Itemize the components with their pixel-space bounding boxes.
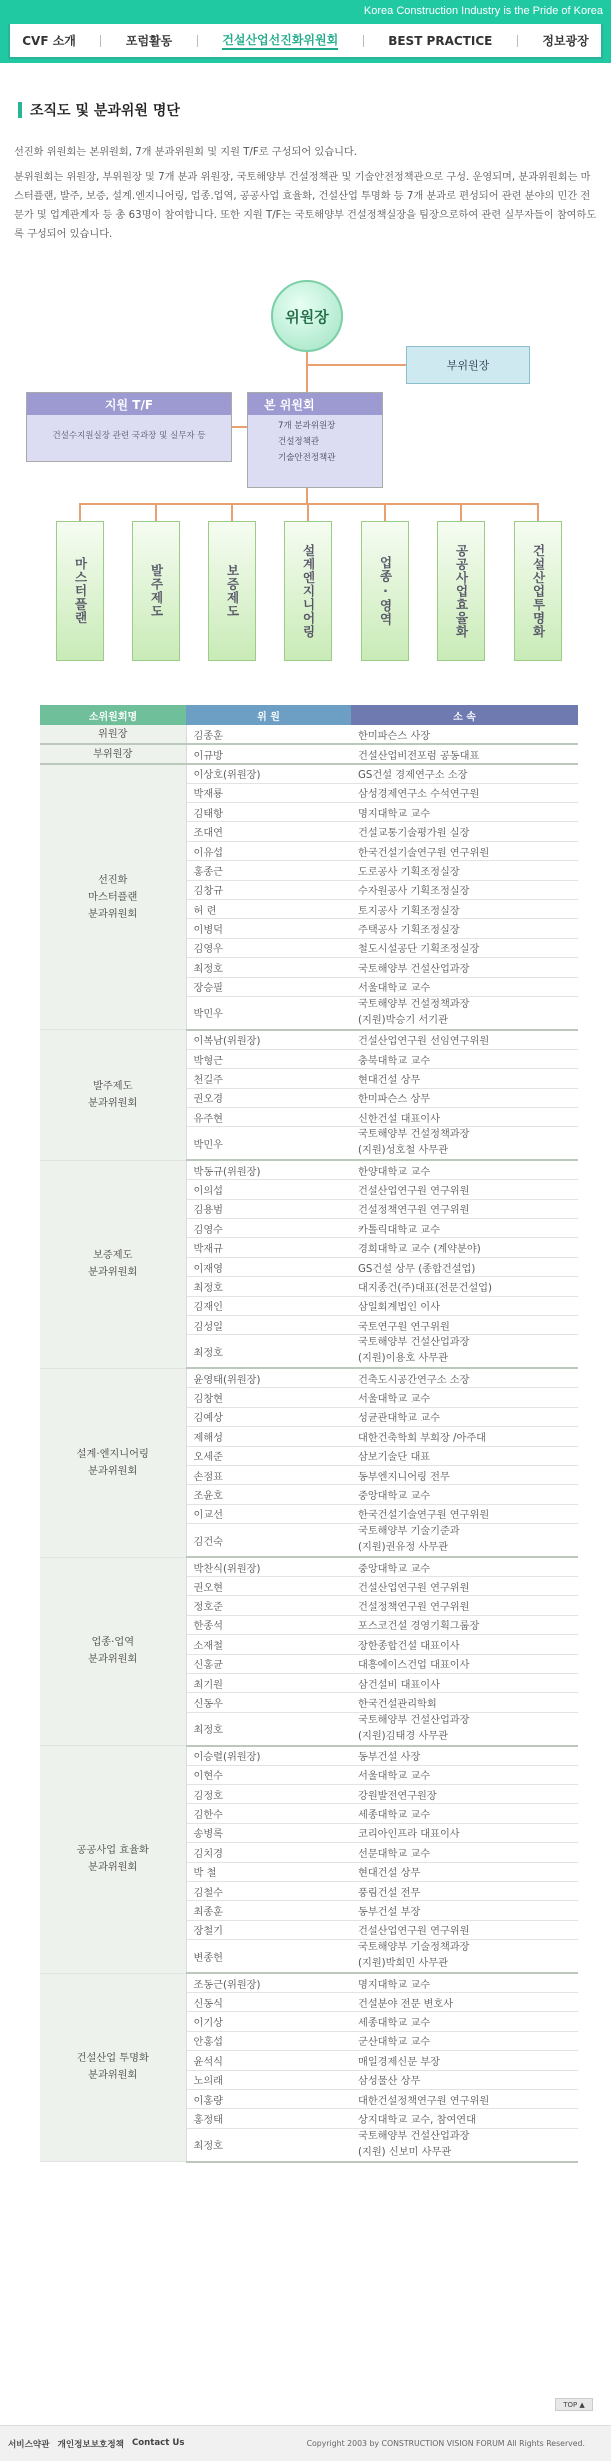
affiliation-cell: 국토해양부 건설산업과장 (지원) 신보미 사무관: [351, 2128, 578, 2162]
affiliation-cell: 국토해양부 기술기준과 (지원)권유정 사무관: [351, 1524, 578, 1558]
member-name-cell: 신동우: [186, 1693, 351, 1712]
member-name-cell: 김정호: [186, 1784, 351, 1803]
affiliation-cell: 상지대학교 교수, 참여연대: [351, 2109, 578, 2128]
affiliation-cell: 토지공사 기획조정실장: [351, 900, 578, 919]
member-name-cell: 송병록: [186, 1823, 351, 1842]
affiliation-cell: 한국건설기술연구원 연구위원: [351, 841, 578, 860]
copyright-text: Copyright 2003 by CONSTRUCTION VISION FORUM All Rights Reserved.: [306, 2439, 585, 2448]
org-subcommittee-procurement: [132, 521, 180, 661]
member-name-cell: 김창현: [186, 1388, 351, 1407]
member-name-cell: 김재인: [186, 1296, 351, 1315]
header-slogan: Korea Construction Industry is the Pride of Korea: [363, 5, 603, 17]
member-name-cell: 제해성: [186, 1427, 351, 1446]
committee-name-cell: 위원장: [40, 725, 186, 744]
affiliation-cell: 명지대학교 교수: [351, 1973, 578, 1992]
member-name-cell: 조동근(위원장): [186, 1973, 351, 1992]
affiliation-cell: 수자원공사 기획조정실장: [351, 880, 578, 899]
connector-line: [306, 352, 308, 392]
affiliation-cell: 충북대학교 교수: [351, 1049, 578, 1068]
member-name-cell: 최종훈: [186, 1901, 351, 1920]
member-name-cell: 조대연: [186, 822, 351, 841]
committee-name-cell: 설계·엔지니어링 분과위원회: [40, 1368, 186, 1557]
intro-paragraph-2: 분위원회는 위원장, 부위원장 및 7개 분과 위원장, 국토해양부 건설정책관 및 기술안전정책관으로 구성. 운영되며, 분과위원회는 마스터플랜, 발주, 보증, 설계.엔지니어링, 업종.업역, 공공사업 효율화, 건설산업 투명화 등 7개 분과로 편성되어 관련 분야의 민간 전문가 및 업계관계자 등 총 63명이 참여합니다. 또한 지원 T/F는 국토해양부 건설정책실장을 팀장으로하여 관련 실무자들이 참여하도록 구성되어 있습니다.: [14, 172, 597, 240]
member-name-cell: 김한수: [186, 1804, 351, 1823]
member-name-cell: 이병덕: [186, 919, 351, 938]
nav-info-square[interactable]: 정보광장: [542, 34, 589, 48]
table-header-row: [40, 705, 578, 725]
affiliation-cell: 명지대학교 교수: [351, 803, 578, 822]
affiliation-cell: 건설산업연구원 연구위원: [351, 1576, 578, 1595]
member-name-cell: 오세준: [186, 1446, 351, 1465]
affiliation-cell: 경희대학교 교수 (계약분야): [351, 1238, 578, 1257]
member-name-cell: 장승필: [186, 977, 351, 996]
table-row: [40, 1746, 578, 1765]
table-row: [40, 764, 578, 783]
tf-title: 지원 T/F: [27, 393, 231, 415]
affiliation-cell: 삼일회계법인 이사: [351, 1296, 578, 1315]
member-name-cell: 최정호: [186, 1277, 351, 1296]
member-name-cell: 박민우: [186, 996, 351, 1030]
affiliation-cell: 서울대학교 교수: [351, 977, 578, 996]
nav-best-practice[interactable]: BEST PRACTICE: [388, 33, 493, 48]
column-header-member: 위 원: [186, 705, 351, 725]
committee-name-cell: 부위원장: [40, 744, 186, 763]
connector-line: [384, 503, 386, 521]
footer-link-privacy[interactable]: 개인정보보호정책: [57, 2439, 124, 2450]
footer-link-contact[interactable]: Contact Us: [131, 2437, 185, 2448]
member-name-cell: 홍종근: [186, 861, 351, 880]
connector-line: [155, 503, 157, 521]
org-subcommittee-masterplan: [56, 521, 104, 661]
heading-accent-bar: [18, 102, 22, 118]
affiliation-cell: 철도시설공단 기획조정실장: [351, 938, 578, 957]
affiliation-cell: 세종대학교 교수: [351, 2012, 578, 2031]
affiliation-cell: 삼성물산 상무: [351, 2070, 578, 2089]
top-bar: [0, 0, 611, 63]
affiliation-cell: 코리아인프라 대표이사: [351, 1823, 578, 1842]
member-name-cell: 이현수: [186, 1765, 351, 1784]
member-name-cell: 허 련: [186, 900, 351, 919]
table-row: [40, 1160, 578, 1179]
committee-name-cell: 보증제도 분과위원회: [40, 1160, 186, 1368]
table-row: [40, 744, 578, 763]
affiliation-cell: 대한건설정책연구원 연구위원: [351, 2089, 578, 2108]
affiliation-cell: 중앙대학교 교수: [351, 1485, 578, 1504]
member-name-cell: 최정호: [186, 1712, 351, 1746]
affiliation-cell: 도로공사 기획조정실장: [351, 861, 578, 880]
column-header-committee: 소위원회명: [40, 705, 186, 725]
nav-committee[interactable]: 건설산업선진화위원회: [222, 31, 338, 50]
subcommittee-label: 보증제도: [225, 564, 240, 618]
affiliation-cell: 건설정책연구원 연구위원: [351, 1199, 578, 1218]
back-to-top-button[interactable]: TOP ▲: [555, 2398, 593, 2411]
affiliation-cell: 성균관대학교 교수: [351, 1407, 578, 1426]
member-name-cell: 이교선: [186, 1504, 351, 1523]
member-name-cell: 노의래: [186, 2070, 351, 2089]
subcommittee-label: 업종·영역: [378, 556, 393, 626]
member-name-cell: 천길주: [186, 1069, 351, 1088]
member-name-cell: 이기상: [186, 2012, 351, 2031]
affiliation-cell: 국토해양부 건설산업과장: [351, 958, 578, 977]
member-name-cell: 윤석식: [186, 2051, 351, 2070]
affiliation-cell: 주택공사 기획조정실장: [351, 919, 578, 938]
member-name-cell: 김종훈: [186, 725, 351, 744]
connector-line: [79, 503, 81, 521]
affiliation-cell: 국토연구원 연구위원: [351, 1316, 578, 1335]
affiliation-cell: 국토해양부 건설정책과장 (지원)박승기 서기관: [351, 996, 578, 1030]
committee-name-cell: 발주제도 분과위원회: [40, 1030, 186, 1160]
subcommittee-label: 공공사업효율화: [454, 543, 469, 639]
affiliation-cell: 현대건설 상무: [351, 1862, 578, 1881]
affiliation-cell: 선문대학교 교수: [351, 1843, 578, 1862]
affiliation-cell: 현대건설 상무: [351, 1069, 578, 1088]
affiliation-cell: 서울대학교 교수: [351, 1765, 578, 1784]
member-name-cell: 신동식: [186, 1992, 351, 2011]
affiliation-cell: 한미파슨스 사장: [351, 725, 578, 744]
committee-name-cell: 업종·업역 분과위원회: [40, 1557, 186, 1746]
main-committee-title: 본 위원회: [248, 393, 382, 415]
org-vice-chair-node: 부위원장: [406, 346, 530, 384]
table-row: [40, 1030, 578, 1049]
committee-name-cell: 선진화 마스터플랜 분과위원회: [40, 764, 186, 1030]
member-name-cell: 권오경: [186, 1088, 351, 1107]
nav-divider: [100, 35, 101, 47]
connector-line: [232, 426, 247, 428]
affiliation-cell: 포스코건설 경영기획그룹장: [351, 1615, 578, 1634]
member-name-cell: 이유섭: [186, 841, 351, 860]
affiliation-cell: 삼보기술단 대표: [351, 1446, 578, 1465]
affiliation-cell: 한국건설기술연구원 연구위원: [351, 1504, 578, 1523]
subcommittee-label: 마스터플랜: [73, 557, 88, 625]
nav-forum-activity[interactable]: 포럼활동: [125, 34, 173, 48]
member-name-cell: 장철기: [186, 1920, 351, 1939]
member-name-cell: 박민우: [186, 1127, 351, 1161]
affiliation-cell: 대흥에이스건업 대표이사: [351, 1654, 578, 1673]
member-name-cell: 최정호: [186, 958, 351, 977]
affiliation-cell: GS건설 경제연구소 소장: [351, 764, 578, 783]
member-name-cell: 박재규: [186, 1238, 351, 1257]
affiliation-cell: 동부엔지니어링 전무: [351, 1465, 578, 1484]
affiliation-cell: 강원발전연구원장: [351, 1784, 578, 1803]
member-name-cell: 홍정태: [186, 2109, 351, 2128]
subcommittee-label: 설계엔지니어링: [301, 543, 316, 639]
org-subcommittee-guarantee: [208, 521, 256, 661]
member-name-cell: 최정호: [186, 2128, 351, 2162]
footer-link-terms[interactable]: 서비스약관: [8, 2439, 50, 2450]
subcommittee-label: 건설산업투명화: [531, 543, 546, 639]
main-nav: [8, 24, 603, 59]
member-name-cell: 권오현: [186, 1576, 351, 1595]
member-name-cell: 손점표: [186, 1465, 351, 1484]
affiliation-cell: 신한건설 대표이사: [351, 1108, 578, 1127]
org-subcommittee-business-scope: [361, 521, 409, 661]
affiliation-cell: 건설분야 전문 변호사: [351, 1992, 578, 2011]
affiliation-cell: 국토해양부 기술정책과장 (지원)박희민 사무관: [351, 1940, 578, 1974]
member-name-cell: 한종석: [186, 1615, 351, 1634]
member-name-cell: 김성일: [186, 1316, 351, 1335]
subcommittee-label: 발주제도: [149, 564, 164, 618]
affiliation-cell: 동부건설 부장: [351, 1901, 578, 1920]
affiliation-cell: 풍림건설 전무: [351, 1881, 578, 1900]
nav-divider: [517, 35, 518, 47]
member-name-cell: 김철수: [186, 1881, 351, 1900]
main-committee-member: 건설정책관: [278, 437, 320, 447]
page-title: 조직도 및 분과위원 명단: [30, 103, 180, 119]
nav-divider: [197, 35, 198, 47]
member-name-cell: 김태항: [186, 803, 351, 822]
member-table-body: [40, 725, 578, 2162]
member-name-cell: 소재철: [186, 1635, 351, 1654]
affiliation-cell: 대한건축학회 부회장 /아주대: [351, 1427, 578, 1446]
member-name-cell: 조윤호: [186, 1485, 351, 1504]
member-name-cell: 이홍량: [186, 2089, 351, 2108]
member-table: [40, 705, 578, 2163]
affiliation-cell: 장한종합건설 대표이사: [351, 1635, 578, 1654]
member-name-cell: 김치경: [186, 1843, 351, 1862]
member-name-cell: 박형근: [186, 1049, 351, 1068]
affiliation-cell: 건설산업비전포럼 공동대표: [351, 744, 578, 763]
table-row: [40, 1973, 578, 1992]
connector-line: [231, 503, 233, 521]
affiliation-cell: 건축도시공간연구소 소장: [351, 1368, 578, 1387]
member-name-cell: 박재룡: [186, 783, 351, 802]
member-name-cell: 이상호(위원장): [186, 764, 351, 783]
nav-cvf-intro[interactable]: CVF 소개: [22, 34, 76, 48]
affiliation-cell: 건설산업연구원 연구위원: [351, 1920, 578, 1939]
member-name-cell: 최기원: [186, 1673, 351, 1692]
column-header-affiliation: 소 속: [351, 705, 578, 725]
member-name-cell: 박 철: [186, 1862, 351, 1881]
org-chair-node: 위원장: [271, 280, 343, 352]
member-name-cell: 박동규(위원장): [186, 1160, 351, 1179]
affiliation-cell: GS건설 상무 (종합건설업): [351, 1257, 578, 1276]
member-name-cell: 이승렬(위원장): [186, 1746, 351, 1765]
member-name-cell: 유주현: [186, 1108, 351, 1127]
member-name-cell: 최정호: [186, 1335, 351, 1369]
affiliation-cell: 세종대학교 교수: [351, 1804, 578, 1823]
affiliation-cell: 서울대학교 교수: [351, 1388, 578, 1407]
connector-line: [460, 503, 462, 521]
affiliation-cell: 건설교통기술평가원 실장: [351, 822, 578, 841]
member-name-cell: 김영우: [186, 938, 351, 957]
tf-description: 건설수지원실장 관련 국과장 및 실무자 등: [52, 431, 206, 441]
org-subcommittee-public-efficiency: [437, 521, 485, 661]
table-row: [40, 1557, 578, 1576]
member-name-cell: 이재영: [186, 1257, 351, 1276]
member-name-cell: 김용범: [186, 1199, 351, 1218]
footer-links: [8, 2438, 184, 2450]
member-name-cell: 이규방: [186, 744, 351, 763]
org-support-tf-node: [26, 392, 232, 462]
member-name-cell: 박찬식(위원장): [186, 1557, 351, 1576]
affiliation-cell: 건설산업연구원 선임연구위원: [351, 1030, 578, 1049]
intro-paragraph-1: 선진화 위원회는 본위원회, 7개 분과위원회 및 지원 T/F로 구성되어 있습니다.: [14, 147, 358, 158]
member-name-cell: 이의섭: [186, 1180, 351, 1199]
affiliation-cell: 한양대학교 교수: [351, 1160, 578, 1179]
member-name-cell: 김창규: [186, 880, 351, 899]
committee-name-cell: 공공사업 효율화 분과위원회: [40, 1746, 186, 1973]
member-name-cell: 신홍균: [186, 1654, 351, 1673]
org-subcommittee-transparency: [514, 521, 562, 661]
affiliation-cell: 군산대학교 교수: [351, 2031, 578, 2050]
affiliation-cell: 한미파슨스 상무: [351, 1088, 578, 1107]
member-name-cell: 변종헌: [186, 1940, 351, 1974]
member-name-cell: 김예상: [186, 1407, 351, 1426]
member-name-cell: 김건숙: [186, 1524, 351, 1558]
footer: [0, 2425, 611, 2461]
affiliation-cell: 중앙대학교 교수: [351, 1557, 578, 1576]
org-main-committee-node: [247, 392, 383, 488]
affiliation-cell: 삼건설비 대표이사: [351, 1673, 578, 1692]
table-row: [40, 725, 578, 744]
connector-line: [306, 488, 308, 503]
affiliation-cell: 국토해양부 건설산업과장 (지원)이용호 사무관: [351, 1335, 578, 1369]
affiliation-cell: 국토해양부 건설정책과장 (지원)성호철 사무관: [351, 1127, 578, 1161]
member-name-cell: 정호준: [186, 1596, 351, 1615]
page-heading: [18, 100, 180, 120]
affiliation-cell: 대지종건(주)대표(전문건설업): [351, 1277, 578, 1296]
affiliation-cell: 동부건설 사장: [351, 1746, 578, 1765]
affiliation-cell: 건설정책연구원 연구위원: [351, 1596, 578, 1615]
member-name-cell: 김영수: [186, 1219, 351, 1238]
affiliation-cell: 매일경제신문 부장: [351, 2051, 578, 2070]
affiliation-cell: 국토해양부 건설산업과장 (지원)김태경 사무관: [351, 1712, 578, 1746]
connector-line: [537, 503, 539, 521]
nav-divider: [363, 35, 364, 47]
affiliation-cell: 건설산업연구원 연구위원: [351, 1180, 578, 1199]
affiliation-cell: 삼성경제연구소 수석연구원: [351, 783, 578, 802]
main-committee-member: 7개 분과위원장: [278, 421, 336, 431]
member-name-cell: 안홍섭: [186, 2031, 351, 2050]
table-row: [40, 1368, 578, 1387]
connector-line: [307, 503, 309, 521]
member-name-cell: 윤영태(위원장): [186, 1368, 351, 1387]
org-subcommittee-engineering: [284, 521, 332, 661]
affiliation-cell: 카톨릭대학교 교수: [351, 1219, 578, 1238]
member-name-cell: 이복남(위원장): [186, 1030, 351, 1049]
connector-line: [308, 364, 406, 366]
main-committee-member: 기술안전정책관: [278, 453, 336, 463]
committee-name-cell: 건설산업 투명화 분과위원회: [40, 1973, 186, 2162]
affiliation-cell: 한국건설관리학회: [351, 1693, 578, 1712]
